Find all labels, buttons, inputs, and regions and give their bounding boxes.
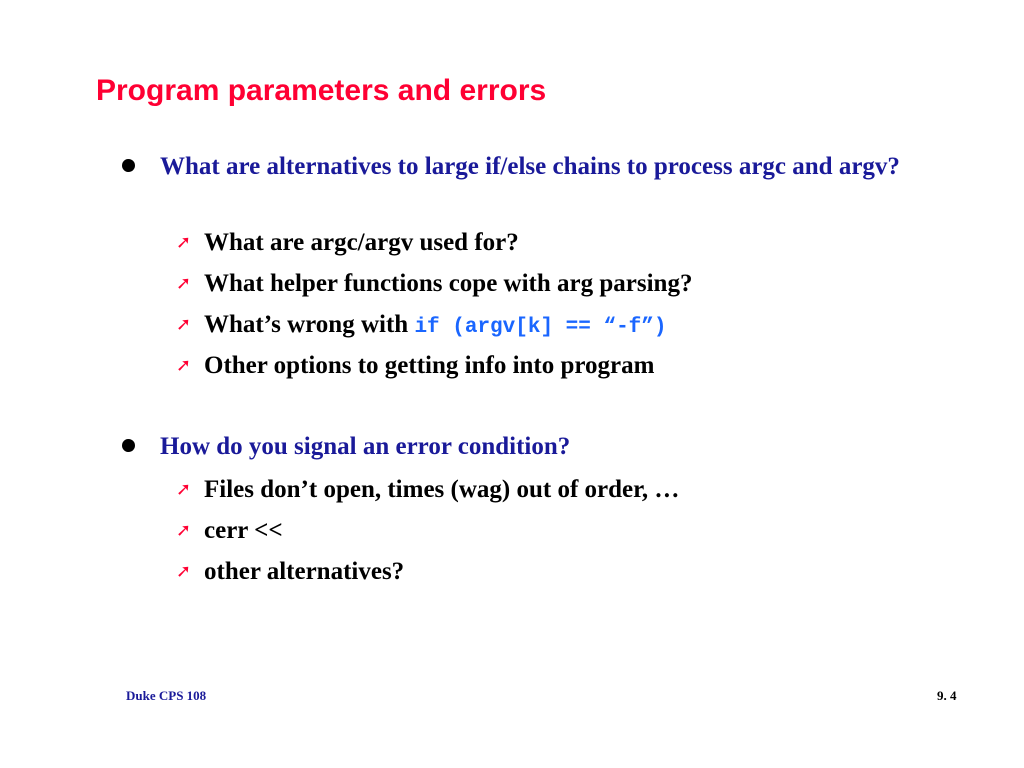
bullet-dot-icon: [122, 159, 135, 172]
footer-page-number: 9. 4: [937, 688, 957, 703]
footer-course-label: Duke CPS 108: [126, 688, 207, 703]
northeast-arrow-icon: ➚: [176, 314, 192, 335]
subbullet-text: cerr <<: [204, 517, 283, 544]
subbullet-text: other alternatives?: [204, 558, 405, 585]
subbullet-text: [204, 310, 666, 343]
northeast-arrow-icon: ➚: [176, 561, 192, 582]
slide-title: Program parameters and errors: [96, 74, 547, 107]
subbullet-item: [0, 351, 1024, 385]
northeast-arrow-icon: ➚: [176, 232, 192, 253]
northeast-arrow-icon: ➚: [176, 355, 192, 376]
code-snippet: if (argv[k] == “-f”): [414, 316, 667, 339]
northeast-arrow-icon: ➚: [176, 479, 192, 500]
subbullet-item: [0, 557, 1024, 591]
subbullet-item: [0, 228, 1024, 262]
subbullet-text: Files don’t open, times (wag) out of order, …: [204, 476, 680, 503]
bullet-text: What are alternatives to large if/else chains to process argc and argv?: [160, 153, 900, 180]
bullet-dot-icon: [122, 439, 135, 452]
northeast-arrow-icon: ➚: [176, 520, 192, 541]
subbullet-item: [0, 475, 1024, 509]
subbullet-prefix: What’s wrong with: [204, 311, 415, 338]
bullet-text: How do you signal an error condition?: [160, 433, 571, 460]
subbullet-text: Other options to getting info into program: [204, 352, 655, 379]
northeast-arrow-icon: ➚: [176, 273, 192, 294]
subbullet-item: [0, 269, 1024, 303]
subbullet-text: What are argc/argv used for?: [204, 229, 519, 256]
subbullet-item: [0, 516, 1024, 550]
subbullet-item: [0, 310, 1024, 344]
subbullet-text: What helper functions cope with arg parsing?: [204, 270, 693, 297]
